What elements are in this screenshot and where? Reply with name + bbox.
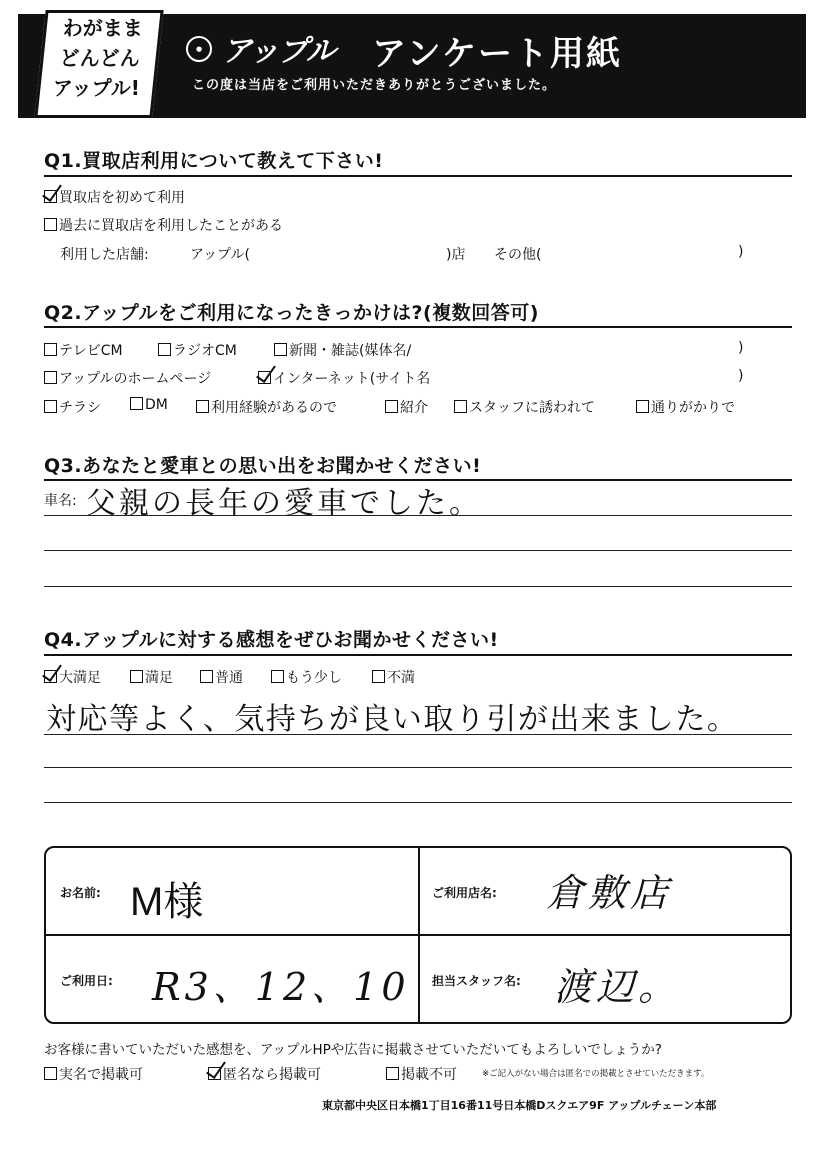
divider bbox=[418, 846, 420, 1024]
option-label: アップルのホームページ bbox=[59, 371, 212, 387]
store-label: ご利用店名: bbox=[432, 886, 497, 900]
option-label: もう少し bbox=[286, 670, 342, 686]
checkbox-checked-icon[interactable] bbox=[208, 1067, 221, 1080]
option-label: 掲載不可 bbox=[401, 1067, 457, 1083]
slogan-line: アップル! bbox=[53, 76, 140, 100]
q1-option[interactable] bbox=[44, 215, 283, 235]
rating-option[interactable] bbox=[200, 667, 243, 687]
date-label: ご利用日: bbox=[60, 974, 113, 988]
q2-option[interactable] bbox=[44, 368, 211, 388]
staff-label: 担当スタッフ名: bbox=[432, 974, 521, 988]
option-label: DM bbox=[145, 397, 168, 413]
option-label: 通りがかりで bbox=[651, 400, 735, 416]
store-value-handwriting: 倉敷店 bbox=[546, 871, 673, 915]
consent-option[interactable] bbox=[386, 1064, 457, 1084]
store-used-label: 利用した店舗: bbox=[60, 247, 149, 263]
option-label: 満足 bbox=[145, 670, 173, 686]
form-subtitle: この度は当店をご利用いただきありがとうございました。 bbox=[192, 78, 557, 93]
consent-option[interactable] bbox=[208, 1064, 321, 1084]
writing-line bbox=[44, 586, 792, 587]
option-label: 実名で掲載可 bbox=[59, 1067, 143, 1083]
q2-option[interactable] bbox=[44, 340, 123, 360]
q1-option[interactable] bbox=[44, 187, 185, 207]
car-name-label: 車名: bbox=[44, 493, 77, 509]
rating-option[interactable] bbox=[372, 667, 415, 687]
q2-option[interactable] bbox=[258, 368, 430, 388]
brand-name: アップル bbox=[222, 34, 335, 69]
checkbox-icon[interactable] bbox=[200, 670, 213, 683]
writing-line bbox=[44, 515, 792, 516]
q2-option[interactable] bbox=[130, 397, 168, 413]
consent-note: ※ご記入がない場合は匿名での掲載とさせていただきます。 bbox=[482, 1069, 710, 1079]
checkbox-icon[interactable] bbox=[44, 1067, 57, 1080]
checkbox-icon[interactable] bbox=[196, 400, 209, 413]
writing-line bbox=[44, 734, 792, 735]
q2-option[interactable] bbox=[44, 397, 101, 417]
checkbox-icon[interactable] bbox=[130, 670, 143, 683]
divider bbox=[44, 326, 792, 328]
checkbox-icon[interactable] bbox=[372, 670, 385, 683]
date-value-handwriting: R3、12、10 bbox=[152, 965, 410, 1009]
checkbox-icon[interactable] bbox=[385, 400, 398, 413]
checkbox-icon[interactable] bbox=[44, 343, 57, 356]
paren-close: ) bbox=[738, 340, 744, 356]
option-label: 買取店を初めて利用 bbox=[59, 190, 185, 206]
option-label: チラシ bbox=[59, 400, 101, 416]
option-label: インターネット(サイト名 bbox=[273, 371, 431, 387]
q2-option[interactable] bbox=[274, 340, 411, 360]
option-label: テレビCM bbox=[59, 343, 123, 359]
checkbox-checked-icon[interactable] bbox=[44, 670, 57, 683]
q2-title: Q2.アップルをご利用になったきっかけは?(複数回答可) bbox=[44, 302, 539, 324]
q1-title: Q1.買取店利用について教えて下さい! bbox=[44, 150, 384, 172]
q2-option[interactable] bbox=[636, 397, 735, 417]
q2-option[interactable] bbox=[385, 397, 428, 417]
rating-option[interactable] bbox=[44, 667, 101, 687]
option-label: スタッフに誘われて bbox=[469, 400, 595, 416]
writing-line bbox=[44, 767, 792, 768]
option-label: 匿名なら掲載可 bbox=[223, 1067, 321, 1083]
other-store-prefix: その他( bbox=[494, 247, 542, 263]
option-label: 過去に買取店を利用したことがある bbox=[59, 218, 283, 234]
q2-option[interactable] bbox=[454, 397, 595, 417]
divider bbox=[44, 654, 792, 656]
checkbox-icon[interactable] bbox=[130, 397, 143, 410]
option-label: 新聞・雑誌(媒体名/ bbox=[289, 343, 412, 359]
option-label: 利用経験があるので bbox=[211, 400, 337, 416]
q4-title: Q4.アップルに対する感想をぜひお聞かせください! bbox=[44, 629, 499, 651]
checkbox-icon[interactable] bbox=[636, 400, 649, 413]
slogan-line: どんどん bbox=[59, 46, 140, 70]
checkbox-icon[interactable] bbox=[386, 1067, 399, 1080]
writing-line bbox=[44, 802, 792, 803]
checkbox-icon[interactable] bbox=[44, 371, 57, 384]
staff-value-handwriting: 渡辺。 bbox=[554, 965, 681, 1009]
writing-line bbox=[44, 550, 792, 551]
rating-option[interactable] bbox=[271, 667, 342, 687]
consent-option[interactable] bbox=[44, 1064, 143, 1084]
checkbox-icon[interactable] bbox=[44, 400, 57, 413]
apple-logo-icon: ● bbox=[186, 36, 212, 62]
feedback-handwriting: 対応等よく、気持ちが良い取り引が出来ました。 bbox=[46, 702, 739, 737]
option-label: 大満足 bbox=[59, 670, 101, 686]
checkbox-checked-icon[interactable] bbox=[44, 190, 57, 203]
divider bbox=[44, 175, 792, 177]
option-label: 紹介 bbox=[400, 400, 428, 416]
checkbox-icon[interactable] bbox=[271, 670, 284, 683]
q2-option[interactable] bbox=[158, 340, 237, 360]
checkbox-icon[interactable] bbox=[454, 400, 467, 413]
option-label: 普通 bbox=[215, 670, 243, 686]
slogan-line: わがまま bbox=[62, 16, 143, 40]
name-value: M様 bbox=[130, 880, 204, 924]
name-label: お名前: bbox=[60, 886, 101, 900]
option-label: 不満 bbox=[387, 670, 415, 686]
car-answer-handwriting: 父親の長年の愛車でした。 bbox=[86, 486, 482, 521]
slogan-badge bbox=[34, 10, 163, 118]
rating-option[interactable] bbox=[130, 667, 173, 687]
q2-option[interactable] bbox=[196, 397, 337, 417]
other-store-suffix: ) bbox=[738, 244, 744, 260]
checkbox-icon[interactable] bbox=[44, 218, 57, 231]
option-label: ラジオCM bbox=[173, 343, 237, 359]
checkbox-checked-icon[interactable] bbox=[258, 371, 271, 384]
paren-close: ) bbox=[738, 368, 744, 384]
store-used-suffix: )店 bbox=[446, 247, 466, 263]
consent-question: お客様に書いていただいた感想を、アップルHPや広告に掲載させていただいてもよろしいでしょうか? bbox=[44, 1042, 662, 1058]
q3-title: Q3.あなたと愛車との思い出をお聞かせください! bbox=[44, 455, 482, 477]
checkbox-icon[interactable] bbox=[274, 343, 287, 356]
checkbox-icon[interactable] bbox=[158, 343, 171, 356]
store-used-prefix: アップル( bbox=[190, 247, 250, 263]
form-title: アンケート用紙 bbox=[372, 34, 622, 74]
company-address: 東京都中央区日本橋1丁目16番11号日本橋Dスクエア9F アップルチェーン本部 bbox=[322, 1099, 717, 1112]
